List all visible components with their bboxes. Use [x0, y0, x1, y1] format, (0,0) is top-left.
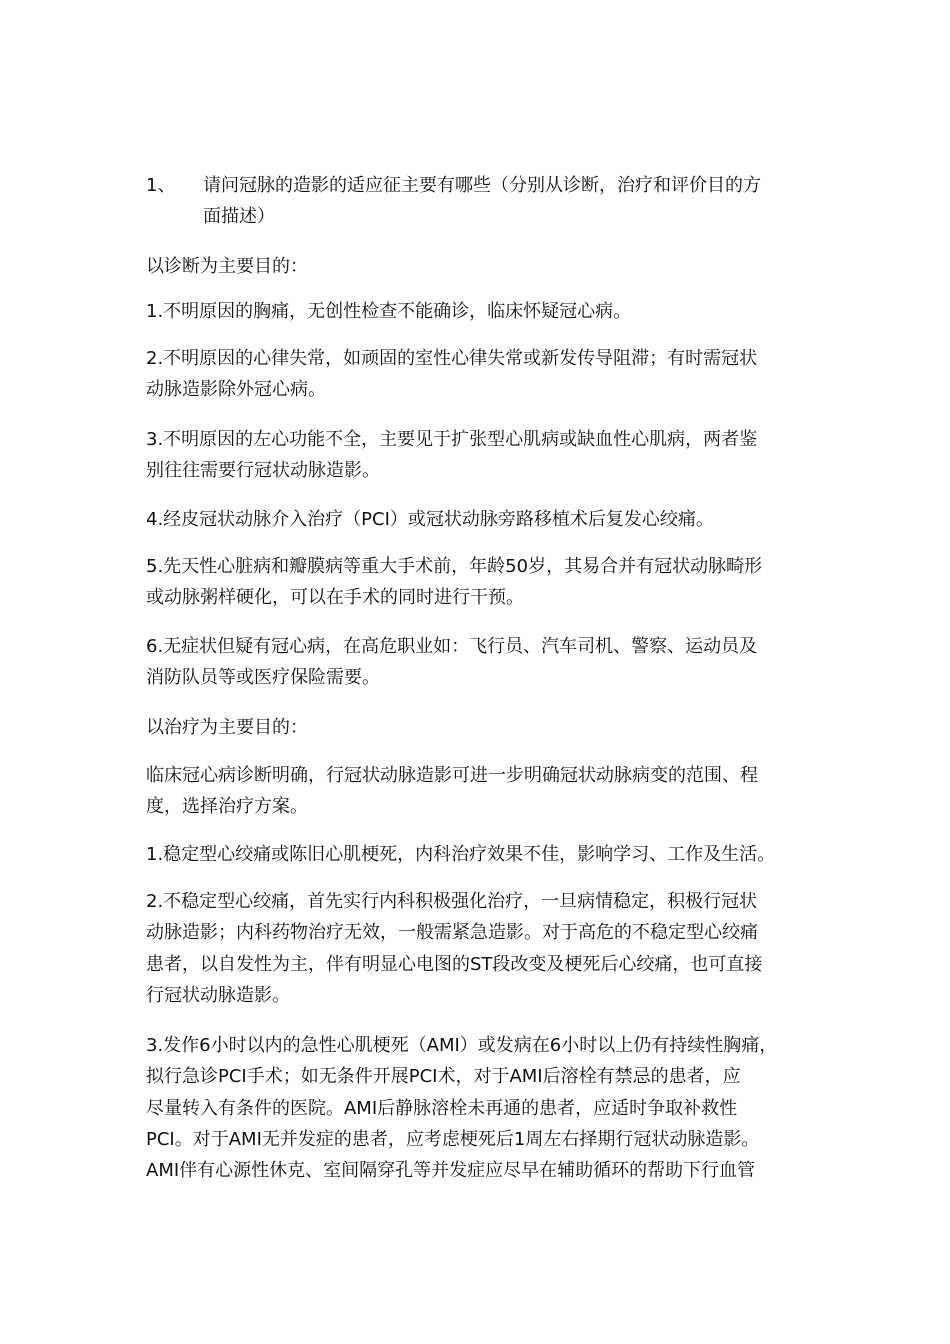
- question-text-line1: 请问冠脉的造影的适应征主要有哪些（分别从诊断，治疗和评价目的方: [203, 175, 761, 196]
- diagnosis-item-2-line1: 2.不明原因的心律失常，如顽固的室性心律失常或新发传导阻滞；有时需冠状: [146, 348, 758, 369]
- treatment-item-3-line4: PCI。对于AMI无并发症的患者，应考虑梗死后1周左右择期行冠状动脉造影。: [146, 1129, 760, 1150]
- treatment-intro-line1: 临床冠心病诊断明确，行冠状动脉造影可进一步明确冠状动脉病变的范围、程: [146, 765, 758, 786]
- diagnosis-item-2-line2: 动脉造影除外冠心病。: [146, 379, 326, 400]
- question-text-line2: 面描述）: [203, 206, 275, 227]
- diagnosis-item-5-line1: 5.先天性心脏病和瓣膜病等重大手术前，年龄50岁，其易合并有冠状动脉畸形: [146, 556, 763, 577]
- diagnosis-item-6-line1: 6.无症状但疑有冠心病，在高危职业如：飞行员、汽车司机、警察、运动员及: [146, 636, 758, 657]
- treatment-item-2-line4: 行冠状动脉造影。: [146, 985, 290, 1006]
- treatment-heading: 以治疗为主要目的：: [146, 717, 308, 738]
- treatment-item-3-line3: 尽量转入有条件的医院。AMI后静脉溶栓未再通的患者，应适时争取补救性: [146, 1098, 738, 1119]
- treatment-intro-line2: 度，选择治疗方案。: [146, 796, 308, 817]
- treatment-item-2-line2: 动脉造影；内科药物治疗无效，一般需紧急造影。对于高危的不稳定型心绞痛: [146, 922, 758, 943]
- diagnosis-item-6-line2: 消防队员等或医疗保险需要。: [146, 667, 380, 688]
- treatment-item-3-line2: 拟行急诊PCI手术；如无条件开展PCI术，对于AMI后溶栓有禁忌的患者，应: [146, 1066, 741, 1087]
- treatment-item-3-line1: 3.发作6小时以内的急性心肌梗死（AMI）或发病在6小时以上仍有持续性胸痛，: [146, 1035, 778, 1056]
- treatment-item-1-line1: 1.稳定型心绞痛或陈旧心肌梗死，内科治疗效果不佳，影响学习、工作及生活。: [146, 844, 776, 865]
- question-number: 1、: [146, 175, 176, 196]
- diagnosis-heading: 以诊断为主要目的：: [146, 256, 308, 277]
- diagnosis-item-4-line1: 4.经皮冠状动脉介入治疗（PCI）或冠状动脉旁路移植术后复发心绞痛。: [146, 509, 714, 530]
- treatment-item-2-line3: 患者，以自发性为主，伴有明显心电图的ST段改变及梗死后心绞痛，也可直接: [146, 954, 763, 975]
- treatment-item-3-line5: AMI伴有心源性休克、室间隔穿孔等并发症应尽早在辅助循环的帮助下行血管: [146, 1160, 756, 1181]
- diagnosis-item-3-line2: 别往往需要行冠状动脉造影。: [146, 460, 380, 481]
- treatment-item-2-line1: 2.不稳定型心绞痛，首先实行内科积极强化治疗，一旦病情稳定，积极行冠状: [146, 891, 758, 912]
- diagnosis-item-5-line2: 或动脉粥样硬化，可以在手术的同时进行干预。: [146, 587, 524, 608]
- diagnosis-item-3-line1: 3.不明原因的左心功能不全，主要见于扩张型心肌病或缺血性心肌病，两者鉴: [146, 429, 758, 450]
- diagnosis-item-1-line1: 1.不明原因的胸痛，无创性检查不能确诊，临床怀疑冠心病。: [146, 301, 632, 322]
